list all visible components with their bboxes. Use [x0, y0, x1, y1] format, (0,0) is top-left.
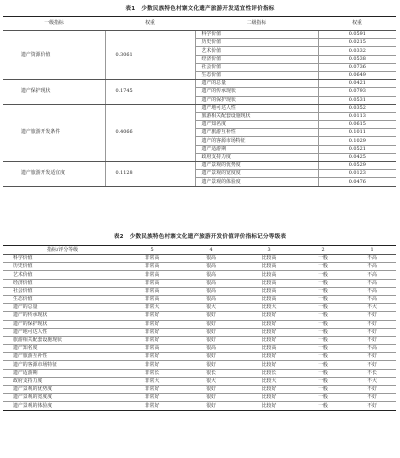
second-level-weight: 0.0531 [318, 96, 396, 104]
grade-3-cell: 比较大 [240, 377, 298, 385]
first-level-indicator: 遗产旅游开发条件 [3, 104, 105, 161]
second-level-weight: 0.0649 [318, 71, 396, 79]
first-level-indicator: 遗产保护现状 [3, 80, 105, 105]
indicator-name: 政府支持力度 [3, 377, 122, 385]
second-level-weight: 0.0215 [318, 39, 396, 47]
second-level-weight: 0.0425 [318, 153, 396, 161]
first-level-indicator: 遗产旅游开发适宜度 [3, 162, 105, 187]
second-level-weight: 0.0736 [318, 63, 396, 71]
table2-row [3, 320, 396, 328]
grade-4-cell: 很好 [182, 386, 240, 394]
grade-3-cell: 比较高 [240, 287, 298, 295]
grade-2-cell: 一般 [298, 312, 348, 320]
second-level-indicator: 科学价值 [195, 31, 318, 39]
second-level-weight: 0.0591 [318, 31, 396, 39]
second-level-weight: 0.1011 [318, 129, 396, 137]
second-level-indicator: 旅游相关配套设施现状 [195, 112, 318, 120]
header-grade-4: 4 [182, 246, 240, 255]
second-level-weight: 0.0352 [318, 104, 396, 112]
grade-3-cell: 比较大 [240, 304, 298, 312]
second-level-indicator: 遗产适游期 [195, 145, 318, 153]
grade-2-cell: 一般 [298, 394, 348, 402]
grade-3-cell: 比较好 [240, 353, 298, 361]
grade-3-cell: 比较高 [240, 255, 298, 263]
grade-4-cell: 很好 [182, 320, 240, 328]
grade-3-cell: 比较高 [240, 295, 298, 303]
grade-3-cell: 比较高 [240, 263, 298, 271]
second-level-indicator: 遗产的保护现状 [195, 96, 318, 104]
grade-2-cell: 一般 [298, 377, 348, 385]
grade-5-cell: 非常好 [122, 328, 182, 336]
grade-4-cell: 很好 [182, 328, 240, 336]
table2-row [3, 361, 396, 369]
second-level-indicator: 遗产旅游互补性 [195, 129, 318, 137]
second-level-weight: 0.0521 [318, 145, 396, 153]
table2-body [3, 255, 396, 411]
grade-1-cell: 不大 [348, 304, 396, 312]
header-second-level: 二级指标 [195, 17, 318, 31]
grade-3-cell: 比较高 [240, 271, 298, 279]
indicator-name: 遗产旅游互补性 [3, 353, 122, 361]
indicator-name: 历史价值 [3, 263, 122, 271]
indicator-name: 遗产景观的体验度 [3, 402, 122, 410]
grade-3-cell: 比较好 [240, 402, 298, 410]
grade-1-cell: 不好 [348, 394, 396, 402]
second-level-weight: 0.0123 [318, 170, 396, 178]
grade-2-cell: 一般 [298, 320, 348, 328]
table2-header-row [3, 246, 396, 255]
second-level-weight: 0.0529 [318, 162, 396, 170]
grade-4-cell: 很好 [182, 312, 240, 320]
table2-row [3, 304, 396, 312]
second-level-indicator: 社会价值 [195, 63, 318, 71]
header-second-weight: 权重 [318, 17, 396, 31]
indicator-name: 艺术价值 [3, 271, 122, 279]
grade-4-cell: 很高 [182, 287, 240, 295]
grade-5-cell: 非常高 [122, 271, 182, 279]
grade-4-cell: 很好 [182, 336, 240, 344]
indicator-name: 社会价值 [3, 287, 122, 295]
grade-5-cell: 非常好 [122, 402, 182, 410]
header-indicator-grade: 指标/评分等级 [3, 246, 122, 255]
second-level-weight: 0.1029 [318, 137, 396, 145]
indicator-name: 遗产的客源市场特征 [3, 361, 122, 369]
table2-row [3, 263, 396, 271]
grade-3-cell: 比较好 [240, 361, 298, 369]
first-level-weight: 0.1745 [105, 80, 195, 105]
scoring-grade-table [3, 245, 396, 411]
first-level-weight: 0.1128 [105, 162, 195, 187]
grade-3-cell: 比较好 [240, 386, 298, 394]
second-level-indicator: 遗产的传承现状 [195, 88, 318, 96]
grade-2-cell: 一般 [298, 295, 348, 303]
table2-caption [0, 232, 400, 240]
second-level-indicator: 政府支持力度 [195, 153, 318, 161]
table1-row [3, 80, 396, 88]
grade-1-cell: 不高 [348, 295, 396, 303]
indicator-name: 生态价值 [3, 295, 122, 303]
grade-2-cell: 一般 [298, 328, 348, 336]
grade-1-cell: 不好 [348, 312, 396, 320]
grade-5-cell: 非常长 [122, 369, 182, 377]
second-level-indicator: 经济价值 [195, 55, 318, 63]
grade-5-cell: 非常高 [122, 345, 182, 353]
grade-1-cell: 不大 [348, 377, 396, 385]
grade-1-cell: 不高 [348, 287, 396, 295]
second-level-indicator: 遗产景观的优势度 [195, 162, 318, 170]
second-level-weight: 0.0332 [318, 47, 396, 55]
indicator-name: 遗产景观的宽度度 [3, 394, 122, 402]
grade-3-cell: 比较长 [240, 369, 298, 377]
grade-1-cell: 不好 [348, 386, 396, 394]
grade-5-cell: 非常高 [122, 295, 182, 303]
grade-5-cell: 非常高 [122, 279, 182, 287]
indicator-name: 遗产的保护现状 [3, 320, 122, 328]
table2-title: 少数民族特色村寨文化遗产旅游开发价值评价指标记分等级表 [129, 234, 287, 240]
header-first-level: 一级指标 [3, 17, 105, 31]
grade-5-cell: 非常高 [122, 287, 182, 295]
grade-4-cell: 很好 [182, 394, 240, 402]
second-level-indicator: 艺术价值 [195, 47, 318, 55]
grade-5-cell: 非常高 [122, 263, 182, 271]
grade-4-cell: 很大 [182, 304, 240, 312]
header-grade-1: 1 [348, 246, 396, 255]
grade-1-cell: 不好 [348, 320, 396, 328]
grade-2-cell: 一般 [298, 287, 348, 295]
grade-4-cell: 很高 [182, 295, 240, 303]
second-level-indicator: 遗产的总量 [195, 80, 318, 88]
header-grade-2: 2 [298, 246, 348, 255]
second-level-weight: 0.0113 [318, 112, 396, 120]
grade-3-cell: 比较高 [240, 345, 298, 353]
second-level-weight: 0.0476 [318, 178, 396, 186]
grade-4-cell: 很高 [182, 345, 240, 353]
grade-5-cell: 非常大 [122, 304, 182, 312]
grade-4-cell: 很好 [182, 353, 240, 361]
grade-4-cell: 很好 [182, 402, 240, 410]
grade-4-cell: 很高 [182, 279, 240, 287]
grade-3-cell: 比较好 [240, 320, 298, 328]
indicator-name: 遗产适游期 [3, 369, 122, 377]
grade-2-cell: 一般 [298, 402, 348, 410]
grade-4-cell: 很高 [182, 255, 240, 263]
table2-row [3, 353, 396, 361]
grade-1-cell: 不好 [348, 328, 396, 336]
table2-row [3, 312, 396, 320]
grade-4-cell: 很长 [182, 369, 240, 377]
second-level-weight: 0.0793 [318, 88, 396, 96]
table1-row [3, 104, 396, 112]
indicator-weight-table [3, 16, 396, 187]
grade-3-cell: 比较好 [240, 394, 298, 402]
grade-2-cell: 一般 [298, 255, 348, 263]
indicator-name: 遗产地可达人性 [3, 328, 122, 336]
grade-5-cell: 非常好 [122, 361, 182, 369]
grade-2-cell: 一般 [298, 279, 348, 287]
second-level-weight: 0.0615 [318, 121, 396, 129]
table2-row [3, 279, 396, 287]
second-level-weight: 0.0538 [318, 55, 396, 63]
table2-row [3, 287, 396, 295]
second-level-indicator: 遗产地可达人性 [195, 104, 318, 112]
first-level-weight: 0.4066 [105, 104, 195, 161]
table2-row [3, 369, 396, 377]
table1-caption [0, 4, 400, 12]
header-grade-5: 5 [122, 246, 182, 255]
grade-1-cell: 不高 [348, 345, 396, 353]
grade-2-cell: 一般 [298, 263, 348, 271]
table1-title: 少数民族特色村寨文化遗产旅游开发适宜性评价指标 [141, 6, 275, 12]
second-level-indicator: 遗产景观的宽度度 [195, 170, 318, 178]
header-grade-3: 3 [240, 246, 298, 255]
grade-4-cell: 很大 [182, 377, 240, 385]
grade-2-cell: 一般 [298, 304, 348, 312]
table2-row [3, 386, 396, 394]
table1-row [3, 162, 396, 170]
header-first-weight: 权重 [105, 17, 195, 31]
indicator-name: 经济价值 [3, 279, 122, 287]
grade-1-cell: 不好 [348, 402, 396, 410]
table2-row [3, 377, 396, 385]
table1-number: 表1 [125, 6, 136, 12]
indicator-name: 遗产的总量 [3, 304, 122, 312]
grade-4-cell: 很高 [182, 271, 240, 279]
grade-5-cell: 非常好 [122, 386, 182, 394]
table1-header-row [3, 17, 396, 31]
grade-2-cell: 一般 [298, 369, 348, 377]
grade-3-cell: 比较高 [240, 279, 298, 287]
indicator-name: 遗产的传承现状 [3, 312, 122, 320]
indicator-name: 遗产知名度 [3, 345, 122, 353]
indicator-name: 遗产景观的优势度 [3, 386, 122, 394]
grade-1-cell: 不高 [348, 255, 396, 263]
table2-number: 表2 [113, 234, 124, 240]
indicator-name: 科学价值 [3, 255, 122, 263]
grade-2-cell: 一般 [298, 345, 348, 353]
table2-row [3, 402, 396, 410]
grade-2-cell: 一般 [298, 271, 348, 279]
grade-4-cell: 很高 [182, 263, 240, 271]
table2-row [3, 255, 396, 263]
second-level-indicator: 生态价值 [195, 71, 318, 79]
grade-1-cell: 不高 [348, 271, 396, 279]
grade-1-cell: 不长 [348, 369, 396, 377]
grade-1-cell: 不高 [348, 279, 396, 287]
grade-1-cell: 不好 [348, 336, 396, 344]
grade-5-cell: 非常好 [122, 353, 182, 361]
grade-5-cell: 非常大 [122, 377, 182, 385]
grade-1-cell: 不高 [348, 263, 396, 271]
table2-row [3, 345, 396, 353]
indicator-name: 旅游相关配套设施现状 [3, 336, 122, 344]
grade-5-cell: 非常好 [122, 336, 182, 344]
table2-row [3, 336, 396, 344]
table2-row [3, 271, 396, 279]
second-level-indicator: 遗产的客源市场特征 [195, 137, 318, 145]
first-level-indicator: 遗产资源价值 [3, 31, 105, 80]
grade-2-cell: 一般 [298, 386, 348, 394]
grade-5-cell: 非常好 [122, 320, 182, 328]
grade-5-cell: 非常高 [122, 255, 182, 263]
grade-3-cell: 比较好 [240, 328, 298, 336]
table1-body [3, 31, 396, 187]
grade-3-cell: 比较好 [240, 312, 298, 320]
table1-row [3, 31, 396, 39]
table2-row [3, 328, 396, 336]
grade-5-cell: 非常好 [122, 394, 182, 402]
grade-2-cell: 一般 [298, 361, 348, 369]
grade-4-cell: 很好 [182, 361, 240, 369]
second-level-indicator: 遗产知名度 [195, 121, 318, 129]
table2-row [3, 394, 396, 402]
table2-row [3, 295, 396, 303]
grade-1-cell: 不好 [348, 361, 396, 369]
first-level-weight: 0.3061 [105, 31, 195, 80]
grade-5-cell: 非常好 [122, 312, 182, 320]
grade-2-cell: 一般 [298, 336, 348, 344]
second-level-indicator: 遗产景观的体验度 [195, 178, 318, 186]
grade-1-cell: 不好 [348, 353, 396, 361]
second-level-indicator: 历史价值 [195, 39, 318, 47]
second-level-weight: 0.0421 [318, 80, 396, 88]
grade-3-cell: 比较好 [240, 336, 298, 344]
grade-2-cell: 一般 [298, 353, 348, 361]
